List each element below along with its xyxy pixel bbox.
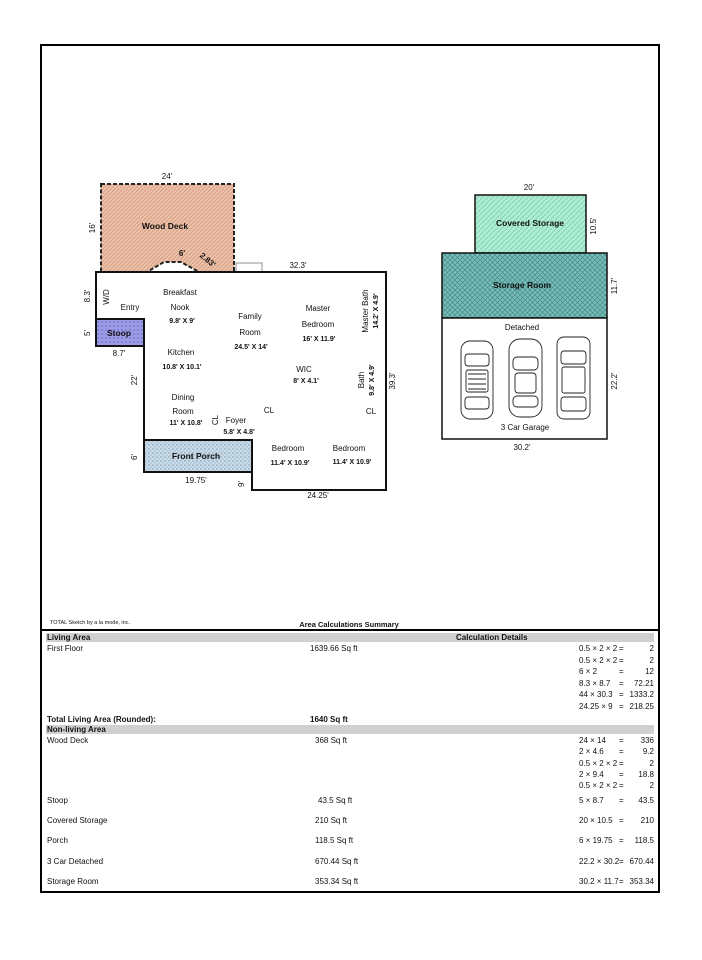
breakfast-label: Breakfast [163,288,197,297]
calc-result: 118.5 [634,836,654,845]
closet-label-b: CL [263,406,275,415]
covered-dim-right: 10.5' [589,217,598,235]
wood-deck-row-label: Wood Deck [47,736,89,745]
calc-expr: 2 × 4.6 [579,747,604,757]
foyer-dim: 5.8' X 4.8' [223,429,255,436]
calc-equals: = [619,857,624,866]
calc-equals: = [619,747,624,757]
bath-label: Bath [357,371,366,389]
master-bed-label: Master [305,304,331,313]
calc-equals: = [619,836,624,845]
row-value: 353.34 Sq ft [315,877,359,886]
calc-result: 2 [649,758,654,768]
wic-label: WIC [296,365,312,374]
calc-result: 2 [649,781,654,791]
wood-deck-row-value: 368 Sq ft [315,736,348,745]
row-value: 118.5 Sq ft [315,836,354,845]
master-bed-dim: 16' X 11.9' [302,336,336,343]
calc-result: 210 [640,816,654,825]
calc-result: 353.34 [629,877,654,886]
area-calculations-summary [42,629,658,891]
row-label: Covered Storage [47,816,108,825]
wd-label: W/D [102,289,111,305]
house-dim-left-stoop: 5' [83,330,92,336]
calc-equals: = [619,816,624,825]
calc-expr: 0.5 × 2 × 2 [579,781,618,791]
deck-dim-top: 24' [161,172,173,181]
calc-expr: 24 × 14 [579,736,606,745]
house-dim-top: 32.3' [289,261,307,270]
covered-dim-top: 20' [523,183,535,192]
deck-dim-notch: 6' [178,249,186,258]
calc-equals: = [619,702,624,711]
row-label: 3 Car Detached [47,857,104,866]
car-icon [461,341,493,419]
front-porch-name: Front Porch [171,451,221,461]
calc-result: 72.21 [633,678,654,688]
row-label: Porch [47,836,68,845]
house-dim-step: 9' [237,481,246,487]
family-label-2: Room [239,328,261,337]
calc-expr: 30.2 × 11.7 [579,877,619,886]
nonliving-header-bar [46,725,654,734]
car-icon [557,337,590,419]
wood-deck-name: Wood Deck [141,221,189,231]
dining-label: Dining [171,393,195,402]
bedroom-b-label: Bedroom [332,444,366,453]
calc-expr: 20 × 10.5 [579,816,613,825]
stoop-dim: 8.7' [112,349,126,358]
summary-title: Area Calculations Summary [299,620,399,629]
calc-expr: 8.3 × 8.7 [579,678,611,688]
calc-equals: = [619,678,624,688]
master-bed-label-2: Bedroom [301,320,335,329]
calc-equals: = [619,796,624,805]
calc-expr: 22.2 × 30.2 [579,857,620,866]
calc-equals: = [619,758,624,768]
deck-step [236,263,262,272]
calc-result: 1333.2 [629,690,654,700]
garage-label-bottom: 3 Car Garage [500,423,550,432]
house-dim-bottom: 24.25' [307,491,329,500]
calc-equals: = [619,690,624,700]
bath-dim: 9.8' X 4.9' [369,364,376,396]
entry-label: Entry [120,303,140,312]
summary-divider [42,629,658,631]
garage-dim-right: 22.2' [610,372,619,390]
kitchen-label: Kitchen [167,348,195,357]
calc-equals: = [619,781,624,791]
total-living-value: 1640 Sq ft [310,715,348,724]
stoop-name: Stoop [106,328,132,338]
calc-equals: = [619,769,624,779]
house-dim-bottom-porch: 19.75' [185,476,207,485]
calc-equals: = [619,736,624,745]
storage-dim-right: 11.7' [610,277,619,295]
house-dim-left-top: 8.3' [83,289,92,303]
calc-result: 336 [640,736,654,745]
calc-expr: 0.5 × 2 × 2 [579,758,618,768]
calc-result: 12 [645,667,654,677]
deck-dim-left: 16' [88,222,97,234]
row-value: 670.44 Sq ft [315,857,359,866]
row-value: 43.5 Sq ft [318,796,353,805]
calc-result: 18.8 [638,769,654,779]
closet-label-c: CL [365,407,377,416]
covered-storage-name: Covered Storage [495,218,565,228]
breakfast-label-2: Nook [170,303,190,312]
deck-dim-diag: 2.83' [198,251,218,270]
calc-expr: 2 × 9.4 [579,769,604,779]
row-label: Stoop [47,796,68,805]
calc-equals: = [619,877,624,886]
house-dim-left-mid: 22' [130,374,139,386]
total-living-label: Total Living Area (Rounded): [47,715,156,724]
storage-room-name: Storage Room [492,280,552,290]
breakfast-dim: 9.8' X 9' [169,318,195,325]
nonliving-area-header: Non-living Area [47,725,106,734]
garage-dim-bottom: 30.2' [513,443,531,452]
family-dim: 24.5' X 14' [234,344,268,351]
calc-expr: 6 × 19.75 [579,836,613,845]
wic-dim: 8' X 4.1' [293,378,319,385]
living-area-header: Living Area [47,633,91,642]
living-header-bar [46,633,654,642]
family-label: Family [238,312,262,321]
bedroom-b-dim: 11.4' X 10.9' [332,459,372,466]
calc-expr: 5 × 8.7 [579,796,604,805]
calc-expr: 44 × 30.3 [579,690,613,700]
calc-result: 43.5 [638,796,654,805]
calc-expr: 6 × 2 [579,667,598,677]
calc-expr: 0.5 × 2 × 2 [579,644,618,653]
row-value: 210 Sq ft [315,816,348,825]
kitchen-dim: 10.8' X 10.1' [162,364,202,371]
calc-equals: = [619,655,624,665]
master-bath-dim: 14.2' X 4.9' [373,293,380,329]
garage-label-top: Detached [504,323,540,332]
first-floor-label: First Floor [47,644,83,653]
calc-result: 2 [649,655,654,665]
calc-equals: = [619,644,624,653]
first-floor-value: 1639.66 Sq ft [310,644,358,653]
foyer-label: Foyer [225,416,247,425]
calc-result: 2 [649,644,654,653]
bedroom-a-dim: 11.4' X 10.9' [270,460,310,467]
calculation-details-header: Calculation Details [456,633,528,642]
dining-label-2: Room [172,407,194,416]
master-bath-label: Master Bath [361,289,370,333]
closet-label-a: CL [211,414,220,426]
calc-expr: 24.25 × 9 [579,702,613,711]
row-label: Storage Room [47,877,99,886]
dining-dim: 11' X 10.8' [169,420,203,427]
house-dim-left-porch: 6' [130,454,139,460]
house-dim-right: 39.3' [388,372,397,390]
calc-expr: 0.5 × 2 × 2 [579,655,618,665]
calc-result: 218.25 [629,702,654,711]
sketch-credit: TOTAL Sketch by a la mode, inc. [50,620,130,626]
bedroom-a-label: Bedroom [271,444,305,453]
calc-result: 9.2 [642,747,654,757]
car-icon [509,339,542,417]
calc-equals: = [619,667,624,677]
calc-result: 670.44 [629,857,654,866]
